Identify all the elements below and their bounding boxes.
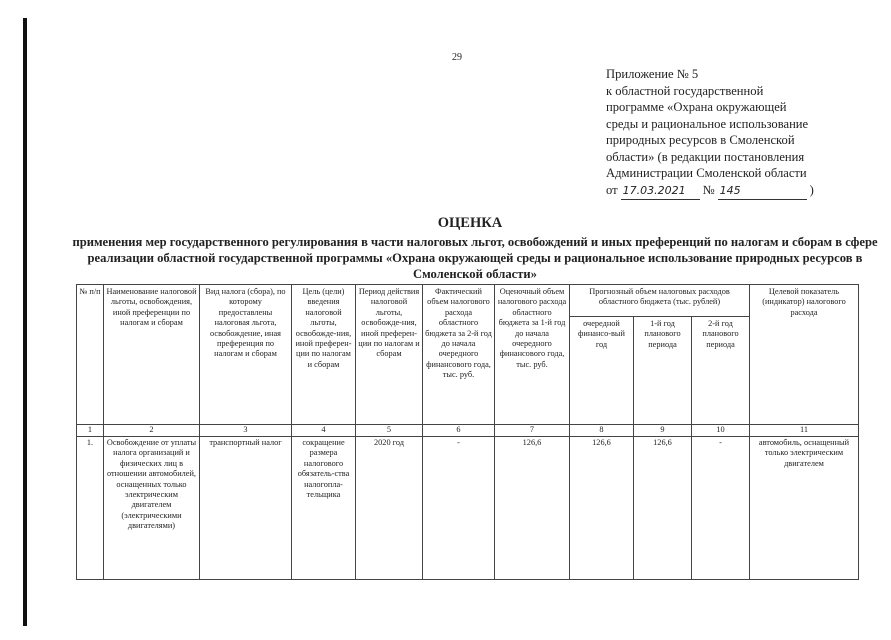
column-number: 7 (495, 425, 570, 437)
tax-expenditure-table (76, 284, 859, 580)
header-forecast-group: Прогнозный объем налоговых расходов областного бюджета (тыс. рублей) (570, 285, 750, 317)
cell-forecast-current: 126,6 (570, 437, 634, 580)
header-forecast-year2: 2-й год планового периода (692, 317, 750, 425)
cell-no: 1. (77, 437, 104, 580)
cell-actual: - (423, 437, 495, 580)
table-row (77, 437, 859, 580)
handwritten-number: 145 (718, 183, 807, 201)
column-number: 8 (570, 425, 634, 437)
header-actual: Фактический объем налогового расхода областного бюджета за 2-й год до начала очередного финансового года, тыс. руб. (423, 285, 495, 425)
appendix-line: программе «Охрана окружающей (606, 100, 787, 114)
header-name: Наименование налоговой льготы, освобождения, иной преференции по налогам и сборам (104, 285, 200, 425)
column-number: 5 (356, 425, 423, 437)
cell-period: 2020 год (356, 437, 423, 580)
cell-goal: сокращение размера налогового обязатель-ства налогопла-тельщика (292, 437, 356, 580)
handwritten-date: 17.03.2021 (621, 183, 700, 201)
header-period: Период действия налоговой льготы, освобожде-ния, иной преферен-ции по налогам и сборам (356, 285, 423, 425)
resolution-reference (606, 182, 835, 201)
from-label: от (606, 182, 618, 197)
cell-name: Освобождение от уплаты налога организаций и физических лиц в отношении автомобилей, оснащенных только электрическим двигателем (электрическими двигателями) (104, 437, 200, 580)
appendix-line: Приложение № 5 (606, 67, 699, 81)
column-number: 2 (104, 425, 200, 437)
header-no: № п/п (77, 285, 104, 425)
column-number: 6 (423, 425, 495, 437)
column-number: 9 (634, 425, 692, 437)
cell-indicator: автомобиль, оснащенный только электрическим двигателем (750, 437, 859, 580)
header-goal: Цель (цели) введения налоговой льготы, освобожде-ния, иной преферен-ции по налогам и сборам (292, 285, 356, 425)
cell-type: транспортный налог (200, 437, 292, 580)
header-indicator: Целевой показатель (индикатор) налогового расхода (750, 285, 859, 425)
cell-forecast-year2: - (692, 437, 750, 580)
document-subtitle: применения мер государственного регулирования в части налоговых льгот, освобождений и иных преференций по налогам и сборам в сфере реализации областной государственной программы «Охрана окружающей среды и рациональное использование природных ресурсов в Смоленской области» (72, 235, 878, 281)
column-number: 10 (692, 425, 750, 437)
table-header-row (77, 285, 859, 317)
column-number: 11 (750, 425, 859, 437)
appendix-line: Администрации Смоленской области (606, 166, 807, 180)
cell-forecast-year1: 126,6 (634, 437, 692, 580)
header-forecast-current: очередной финансо-вый год (570, 317, 634, 425)
column-number: 4 (292, 425, 356, 437)
column-number: 1 (77, 425, 104, 437)
cell-estimate: 126,6 (495, 437, 570, 580)
closing-bracket: ) (809, 182, 814, 197)
page-number: 29 (452, 52, 462, 63)
number-label: № (702, 182, 715, 197)
appendix-line: среды и рациональное использование (606, 116, 809, 131)
document-title: ОЦЕНКА (437, 215, 503, 231)
page-binding-edge (23, 18, 27, 626)
header-estimate: Оценочный объем налогового расхода областного бюджета за 1-й год до начала очередного финансового года, тыс. руб. (495, 285, 570, 425)
column-number: 3 (200, 425, 292, 437)
header-forecast-year1: 1-й год планового периода (634, 317, 692, 425)
appendix-line: природных ресурсов в Смоленской (606, 133, 795, 147)
appendix-line: к областной государственной (606, 83, 764, 98)
appendix-line: области» (в редакции постановления (606, 149, 805, 164)
header-type: Вид налога (сбора), по которому предоставлены налоговая льгота, освобождение, иная преференция по налогам и сборам (200, 285, 292, 425)
appendix-note (606, 66, 835, 200)
column-number-row (77, 425, 859, 437)
